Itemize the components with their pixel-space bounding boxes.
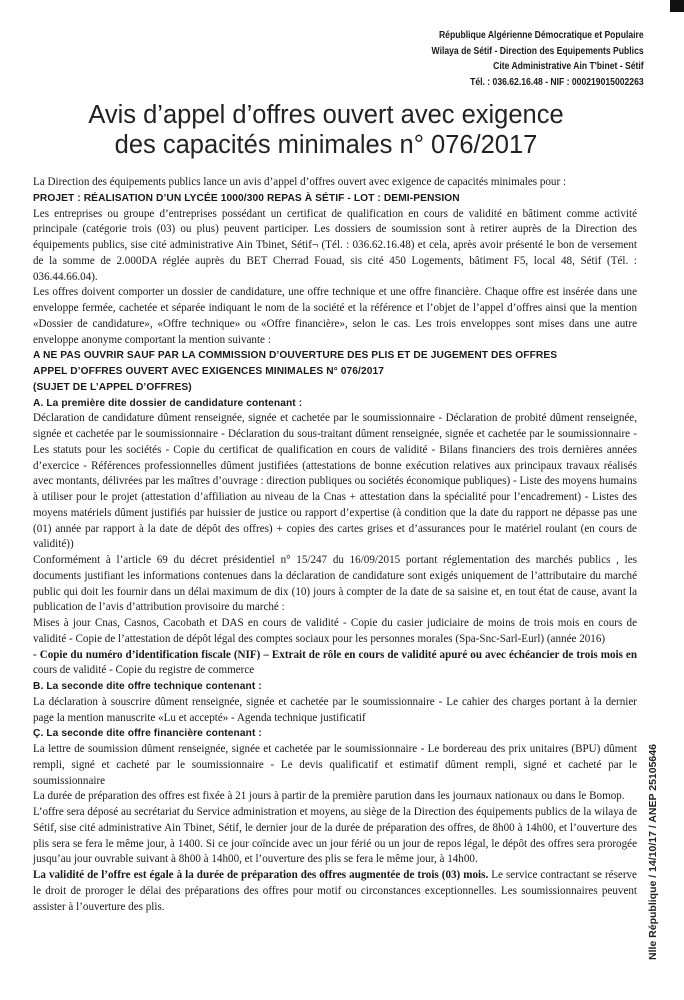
issuer-line-contact: Tél. : 036.62.16.48 - NIF : 000219015002263 bbox=[470, 76, 644, 88]
nif-paragraph bbox=[33, 648, 637, 680]
validity-paragraph bbox=[33, 868, 637, 915]
validity-bold-text: La validité de l’offre est égale à la durée de préparation des offres augmentée de trois (03) mois. bbox=[33, 869, 489, 881]
deposit-paragraph: L’offre sera déposé au secrétariat du Service administration et moyens, au siège de la Direction des équipements publics de la wilaya de Sétif, sise cité administrative Ain Tbinet, Sétif, le dernier jour de la durée de préparation des offres, de 8h00 à 14h00, et l’ouverture des plis sera se fera le même jour, à 1400. Si ce jour coïncide avec un jour férié ou un jour de repos légal, le dépôt des offres sera prorogée jusqu’au jour ouvrable suivant à 8h00 à 14h00, et l’ouverture des plis se fera le même jour, à 14h00. bbox=[33, 806, 637, 866]
issuer-line-direction: Wilaya de Sétif - Direction des Equipements Publics bbox=[431, 45, 644, 57]
issuer-line-country: République Algérienne Démocratique et Populaire bbox=[439, 30, 644, 41]
notice-title bbox=[28, 100, 624, 160]
title-line-2: des capacités minimales n° 076/2017 bbox=[114, 131, 538, 159]
notice-body bbox=[33, 175, 637, 915]
envelope-mention-3: (SUJET DE L’APPEL D’OFFRES) bbox=[33, 381, 192, 393]
section-c-paragraph: La lettre de soumission dûment renseignée, signée et cachetée par le soumissionnaire - Le bordereau des prix unitaires (BPU) dûment rempli, signé et cacheté par le soumissionnaire - Le devis qualificatif et estimatif dûment rempli, signé et cacheté par le soumissionnaire bbox=[33, 743, 637, 787]
intro-paragraph: La Direction des équipements publics lance un avis d’appel d’offres ouvert avec exigence de capacités minimales pour : bbox=[33, 176, 567, 188]
section-b-paragraph: La déclaration à souscrire dûment renseignée, signée et cachetée par le soumissionnaire - Le cahier des charges portant à la dernier page la mention manuscrite «Lu et accepté» - Agenda technique justificatif bbox=[33, 695, 637, 724]
project-heading: PROJET : RÉALISATION D’UN LYCÉE 1000/300 REPAS À SÉTIF - LOT : DEMI-PENSION bbox=[33, 192, 460, 204]
title-line-1: Avis d’appel d’offres ouvert avec exigence bbox=[88, 101, 564, 129]
section-a-paragraph: Déclaration de candidature dûment renseignée, signée et cachetée par le soumissionnaire - Déclaration de probité dûment renseignée, signée et cachetée par le soumissionnaire - Déclaration du sous-traitant dûment renseignée, signée et cachetée par le soumissionnaire - Les statuts pour les sociétés - Copie du certificat de qualification en cours de validité - Bilans financiers des trois dernières années d’exercice - Références professionnelles dûment justifiées (attestations de bonne exécution relatives aux principaux travaux réalisés avec montants, délivrées par les maîtres d’ouvrage : direction publiques ou sociétés économique publiques) - Liste des moyens humains à utiliser pour le projet (attestation d’affiliation au niveau de la Cnas + attestation dans la spécialité pour l’encadrement) - Listes des moyens matériels dûment justifiés par huissier de justice ou rapport d’expertise (à condition que la date du rapport ne dépasse pas une (01) année par rapport à la date de dépôt des offres) + copies des cartes grises et d’assurances pour le matériel roulant (en cours de validité)) bbox=[33, 412, 637, 551]
section-a-heading: A. La première dite dossier de candidature contenant : bbox=[33, 397, 303, 409]
eligibility-paragraph: Les entreprises ou groupe d’entreprises possédant un certificat de qualification en cours de validité en bâtiment comme activité principale (catégorie trois (03) ou plus) peuvent participer. Les dossiers de soumission sont à retirer auprès de la Direction des équipements publics, sise cité administrative Ain Tbinet, Sétif¬ (Tél. : 036.62.16.48) et cela, après avoir présenté le bon de versement de la somme de 2.000DA réglée auprès du BET Cherrad Fouad, sis cité 450 Logements, bâtiment F5, local 48, Sétif (Tél. : 036.44.66.04). bbox=[33, 207, 637, 283]
envelope-mention-1: A NE PAS OUVRIR SAUF PAR LA COMMISSION D’OUVERTURE DES PLIS ET DE JUGEMENT DES OFFRES bbox=[33, 350, 558, 362]
issuer-line-address: Cite Administrative Ain T'binet - Sétif bbox=[493, 61, 644, 72]
nif-rest-text: cours de validité - Copie du registre de commerce bbox=[33, 664, 255, 677]
envelope-mention-2: APPEL D’OFFRES OUVERT AVEC EXIGENCES MINIMALES N° 076/2017 bbox=[33, 366, 385, 377]
updates-paragraph: Mises à jour Cnas, Casnos, Cacobath et DAS en cours de validité - Copie du casier judiciaire de moins de trois mois en cours de validité - Copie de l’attestation de dépôt légal des comptes sociaux pour les personnes morales (Spa-Snc-Sarl-Eurl) (année 2016) bbox=[33, 617, 637, 645]
corner-mark bbox=[670, 0, 684, 12]
section-c-heading: Ç. La seconde dite offre financière contenant : bbox=[33, 728, 262, 740]
submission-paragraph: Les offres doivent comporter un dossier de candidature, une offre technique et une offre financière. Chaque offre est insérée dans une enveloppe fermée, cachetée et séparée indiquant le nom de la société et la référence et l’objet de l’appel d’offres ainsi que la mention «Dossier de candidature», «Offre technique» ou «Offre financière», selon le cas. Les trois enveloppes sont mises dans une autre enveloppe anonyme comportant la mention suivante : bbox=[33, 286, 637, 346]
section-b-heading: B. La seconde dite offre technique contenant : bbox=[33, 681, 262, 692]
issuer-block bbox=[432, 28, 644, 90]
nif-bold-text: - Copie du numéro d’identification fiscale (NIF) – Extrait de rôle en cours de validité apuré ou avec échéancier de trois mois en bbox=[33, 648, 637, 661]
publication-reference: Nlle République / 14/10/17 / ANEP 25105646 bbox=[647, 744, 659, 960]
validity-rest-text: Le service contractant se réserve le droit de proroger le délai des préparations des offres pour motif ou circonstances exceptionnelles. Les soumissionnaires peuvent assister à l’ouverture des plis. bbox=[33, 869, 637, 913]
article-69-paragraph: Conformément à l’article 69 du décret présidentiel n° 15/247 du 16/09/2015 portant réglementation des marchés publics , les documents justifiant les informations contenues dans la déclaration de candidature sont exigés uniquement de l’attributaire du marché public qui doit les fournir dans un délai maximum de dix (10) jours à compter de la date de sa saisine et, en tout état de cause, avant la publication de l’avis d’attribution provisoire du marché : bbox=[33, 554, 637, 614]
duration-paragraph: La durée de préparation des offres est fixée à 21 jours à partir de la première parution dans les journaux nationaux ou dans le Bomop. bbox=[33, 790, 625, 803]
